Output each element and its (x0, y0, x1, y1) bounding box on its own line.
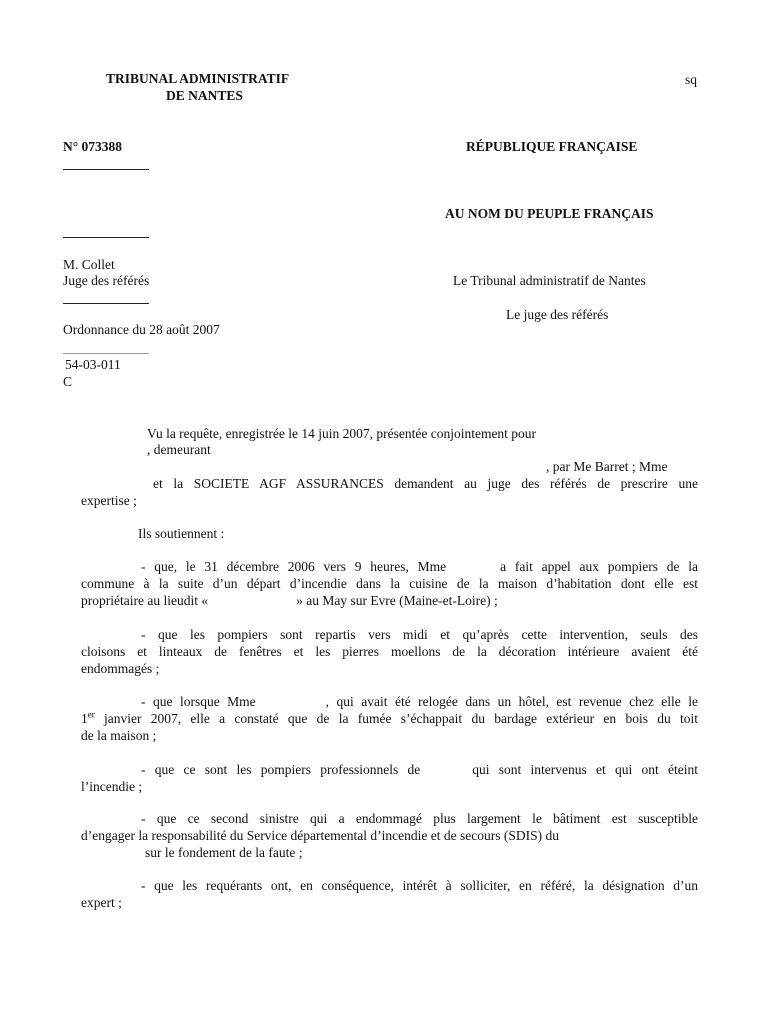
claim-3-line-2-text: janvier 2007, elle a constaté que de la fumée s’échappait du bardage extérieur en bois du toit (94, 711, 698, 726)
divider (63, 169, 149, 170)
court-name-line1: TRIBUNAL ADMINISTRATIF (106, 71, 290, 86)
claim-1-line-3 (81, 592, 698, 609)
claim-4-line-1-end: qui sont intervenus et qui ont éteint (472, 762, 698, 777)
ordinance-date: Ordonnance du 28 août 2007 (63, 322, 220, 337)
claim-1-line-3-end: » au May sur Evre (Maine-et-Loire) ; (296, 593, 498, 608)
claim-1-line-2: commune à la suite d’un départ d’incendie dans la cuisine de la maison d’habitation dont elle est (81, 576, 698, 591)
request-line-4: et la SOCIETE AGF ASSURANCES demandent au juge des référés de prescrire une (153, 476, 698, 491)
claim-5-line-1: - que ce second sinistre qui a endommagé plus largement le bâtiment est susceptible (141, 811, 698, 826)
claim-3-day: 1 (81, 711, 88, 726)
request-line-5: expertise ; (81, 493, 137, 508)
claim-3-line-3: de la maison ; (81, 728, 157, 743)
claim-3-line-1-end: , qui avait été relogée dans un hôtel, est revenue chez elle le (325, 694, 699, 709)
republic-heading: RÉPUBLIQUE FRANÇAISE (466, 139, 638, 154)
publication-letter: C (63, 374, 73, 389)
claim-5-line-3: sur le fondement de la faute ; (145, 845, 303, 860)
claim-2-line-3: endommagés ; (81, 661, 160, 676)
case-number: N° 073388 (63, 139, 123, 154)
claim-1-line-3-start: propriétaire au lieudit « (81, 593, 209, 608)
request-paragraph-end (81, 475, 698, 509)
request-line-3: , par Me Barret ; Mme (546, 459, 668, 474)
divider (63, 303, 149, 304)
claims-heading: Ils soutiennent : (138, 526, 225, 541)
claim-paragraph-6 (81, 877, 698, 911)
claim-5-line-2: d’engager la responsabilité du Service départemental d’incendie et de secours (SDIS) du (81, 828, 559, 843)
claim-1-line-1-end: a fait appel aux pompiers de la (500, 559, 699, 574)
divider (63, 353, 149, 354)
claim-6-line-2: expert ; (81, 895, 122, 910)
claim-paragraph-2 (81, 626, 698, 677)
court-name-line2: DE NANTES (166, 88, 243, 103)
judge-title: Le juge des référés (506, 307, 609, 322)
registry-code: sq (685, 72, 698, 87)
judge-role: Juge des référés (63, 273, 150, 288)
claim-3-line-1-start: - que lorsque Mme (141, 694, 256, 709)
request-line-2: , demeurant (147, 442, 211, 457)
claim-2-line-2: cloisons et linteaux de fenêtres et les pierres moellons de la décoration intérieure avaient été (81, 644, 698, 659)
claim-paragraph-5 (81, 810, 698, 861)
claim-4-line-1-start: - que ce sont les pompiers professionnels de (141, 762, 421, 777)
people-heading: AU NOM DU PEUPLE FRANÇAIS (445, 206, 654, 221)
claim-3-line-1 (81, 693, 698, 710)
claim-4-line-1 (81, 761, 698, 778)
request-line-1: Vu la requête, enregistrée le 14 juin 2007, présentée conjointement pour (147, 426, 537, 441)
claim-1-line-1-start: - que, le 31 décembre 2006 vers 9 heures, Mme (141, 559, 447, 574)
tribunal-heading: Le Tribunal administratif de Nantes (453, 273, 646, 288)
divider (63, 237, 149, 238)
claim-paragraph-1 (81, 558, 698, 609)
claim-2-line-1: - que les pompiers sont repartis vers midi et qu’après cette intervention, seuls des (141, 627, 698, 642)
claim-4-line-2: l’incendie ; (81, 779, 143, 794)
claim-paragraph-4 (81, 761, 698, 795)
claim-paragraph-3 (81, 693, 698, 744)
claim-3-day-suffix: er (87, 709, 95, 720)
claim-6-line-1: - que les requérants ont, en conséquence, intérêt à solliciter, en référé, la désignation d’un (141, 878, 698, 893)
judge-name: M. Collet (63, 257, 115, 272)
claim-3-line-2 (81, 710, 698, 727)
claim-1-line-1 (81, 558, 698, 575)
classification-code: 54-03-011 (65, 357, 121, 372)
